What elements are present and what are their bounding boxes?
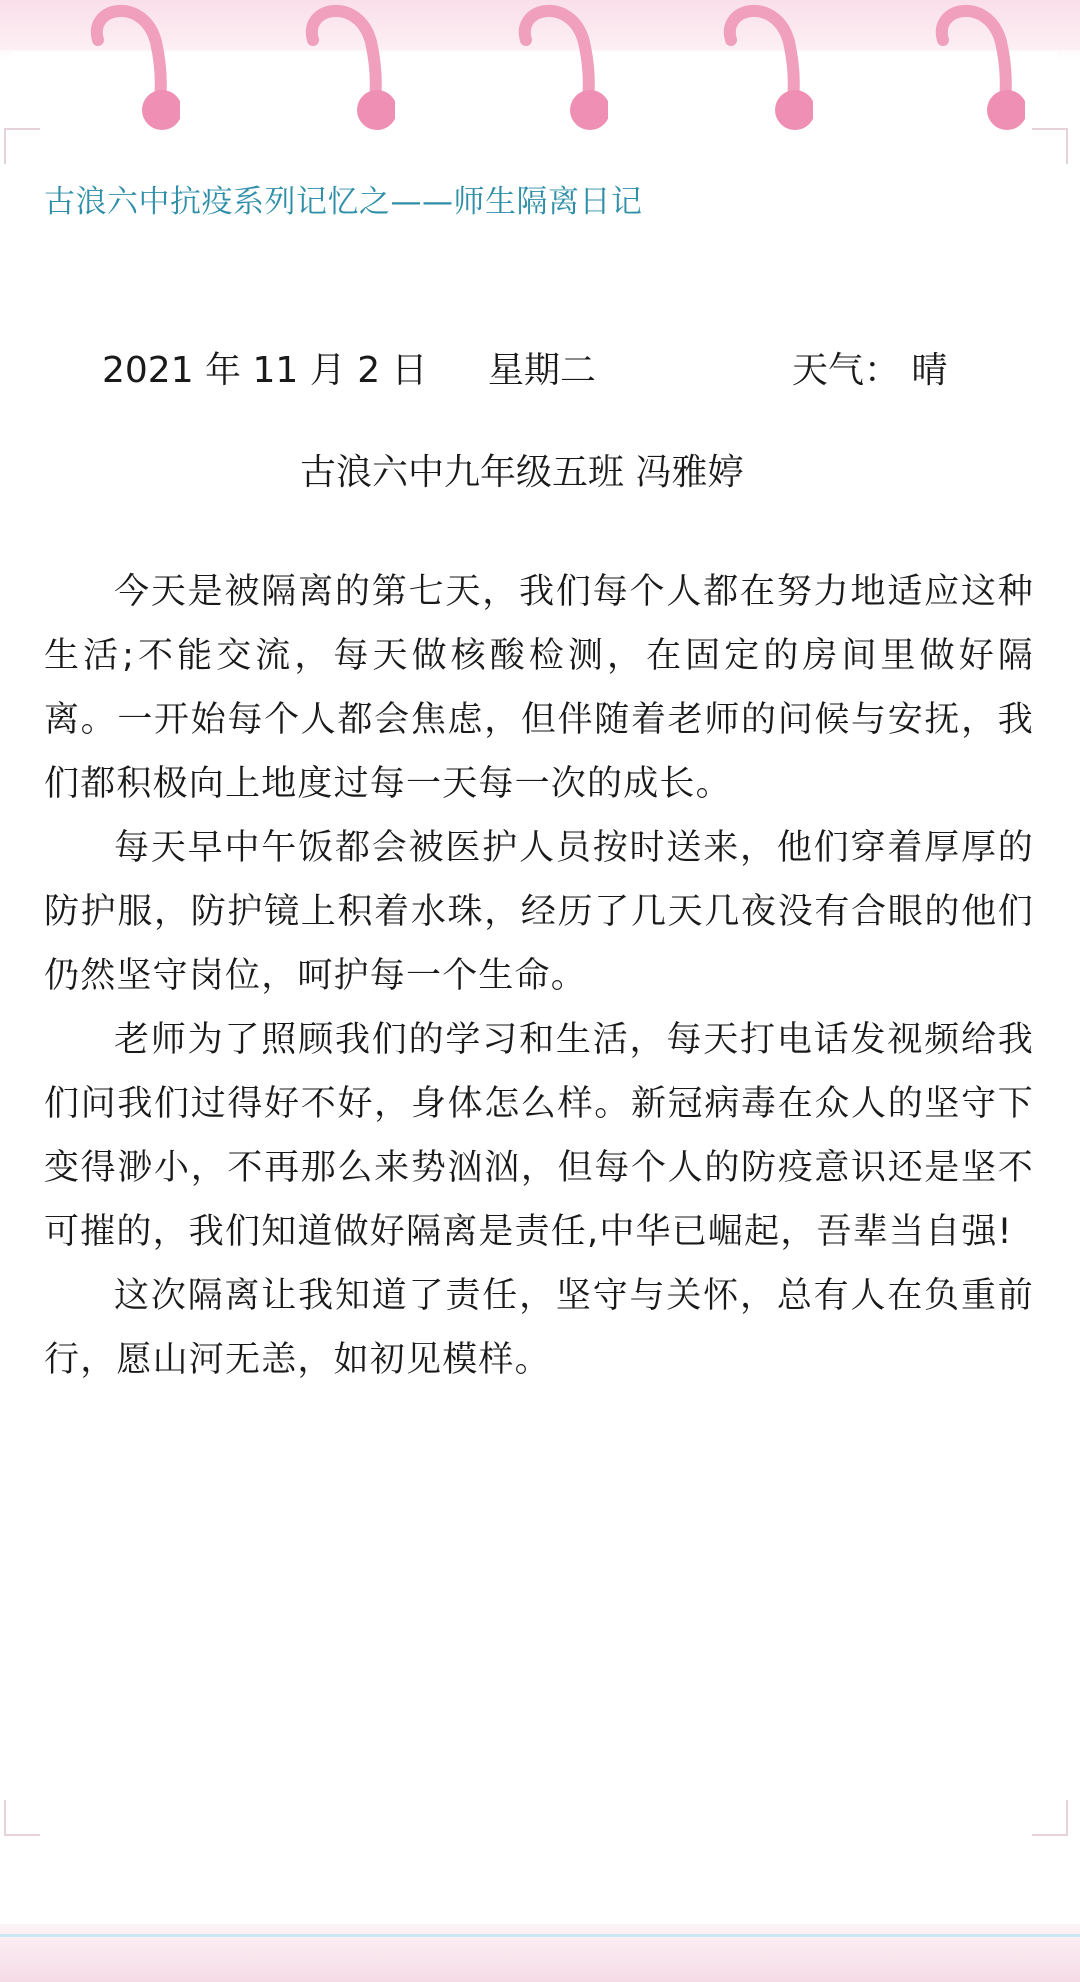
binder-ring-icon — [275, 0, 395, 140]
corner-mark-top-left — [4, 128, 40, 164]
corner-mark-bottom-left — [4, 1800, 40, 1836]
diary-weather: 天气： 晴 — [792, 350, 948, 391]
diary-body — [44, 560, 1034, 1392]
binder-ring-icon — [693, 0, 813, 140]
paragraph: 今天是被隔离的第七天，我们每个人都在努力地适应这种生活;不能交流，每天做核酸检测，在固定的房间里做好隔离。一开始每个人都会焦虑，但伴随着老师的问候与安抚，我们都积极向上地度过每一天每一次的成长。 — [44, 572, 1034, 804]
paragraph: 老师为了照顾我们的学习和生活，每天打电话发视频给我们问我们过得好不好，身体怎么样。新冠病毒在众人的坚守下变得渺小，不再那么来势汹汹，但每个人的防疫意识还是坚不可摧的，我们知道做好隔离是责任,中华已崛起，吾辈当自强! — [44, 1020, 1034, 1252]
binder-ring-icon — [488, 0, 608, 140]
corner-mark-top-right — [1032, 128, 1068, 164]
diary-date: 2021 年 11 月 2 日 — [102, 350, 428, 391]
bottom-divider — [0, 1934, 1080, 1937]
notebook-bottom-band — [0, 1924, 1080, 1982]
binder-ring-icon — [905, 0, 1025, 140]
binder-ring-icon — [60, 0, 180, 140]
corner-mark-bottom-right — [1032, 1800, 1068, 1836]
author-line: 古浪六中九年级五班 冯雅婷 — [300, 452, 744, 493]
paragraph: 每天早中午饭都会被医护人员按时送来，他们穿着厚厚的防护服，防护镜上积着水珠，经历了几天几夜没有合眼的他们仍然坚守岗位，呵护每一个生命。 — [44, 828, 1034, 996]
page-title: 古浪六中抗疫系列记忆之——师生隔离日记 — [44, 184, 643, 220]
diary-weekday: 星期二 — [488, 350, 597, 391]
paragraph: 这次隔离让我知道了责任，坚守与关怀，总有人在负重前行，愿山河无恙，如初见模样。 — [44, 1276, 1034, 1380]
